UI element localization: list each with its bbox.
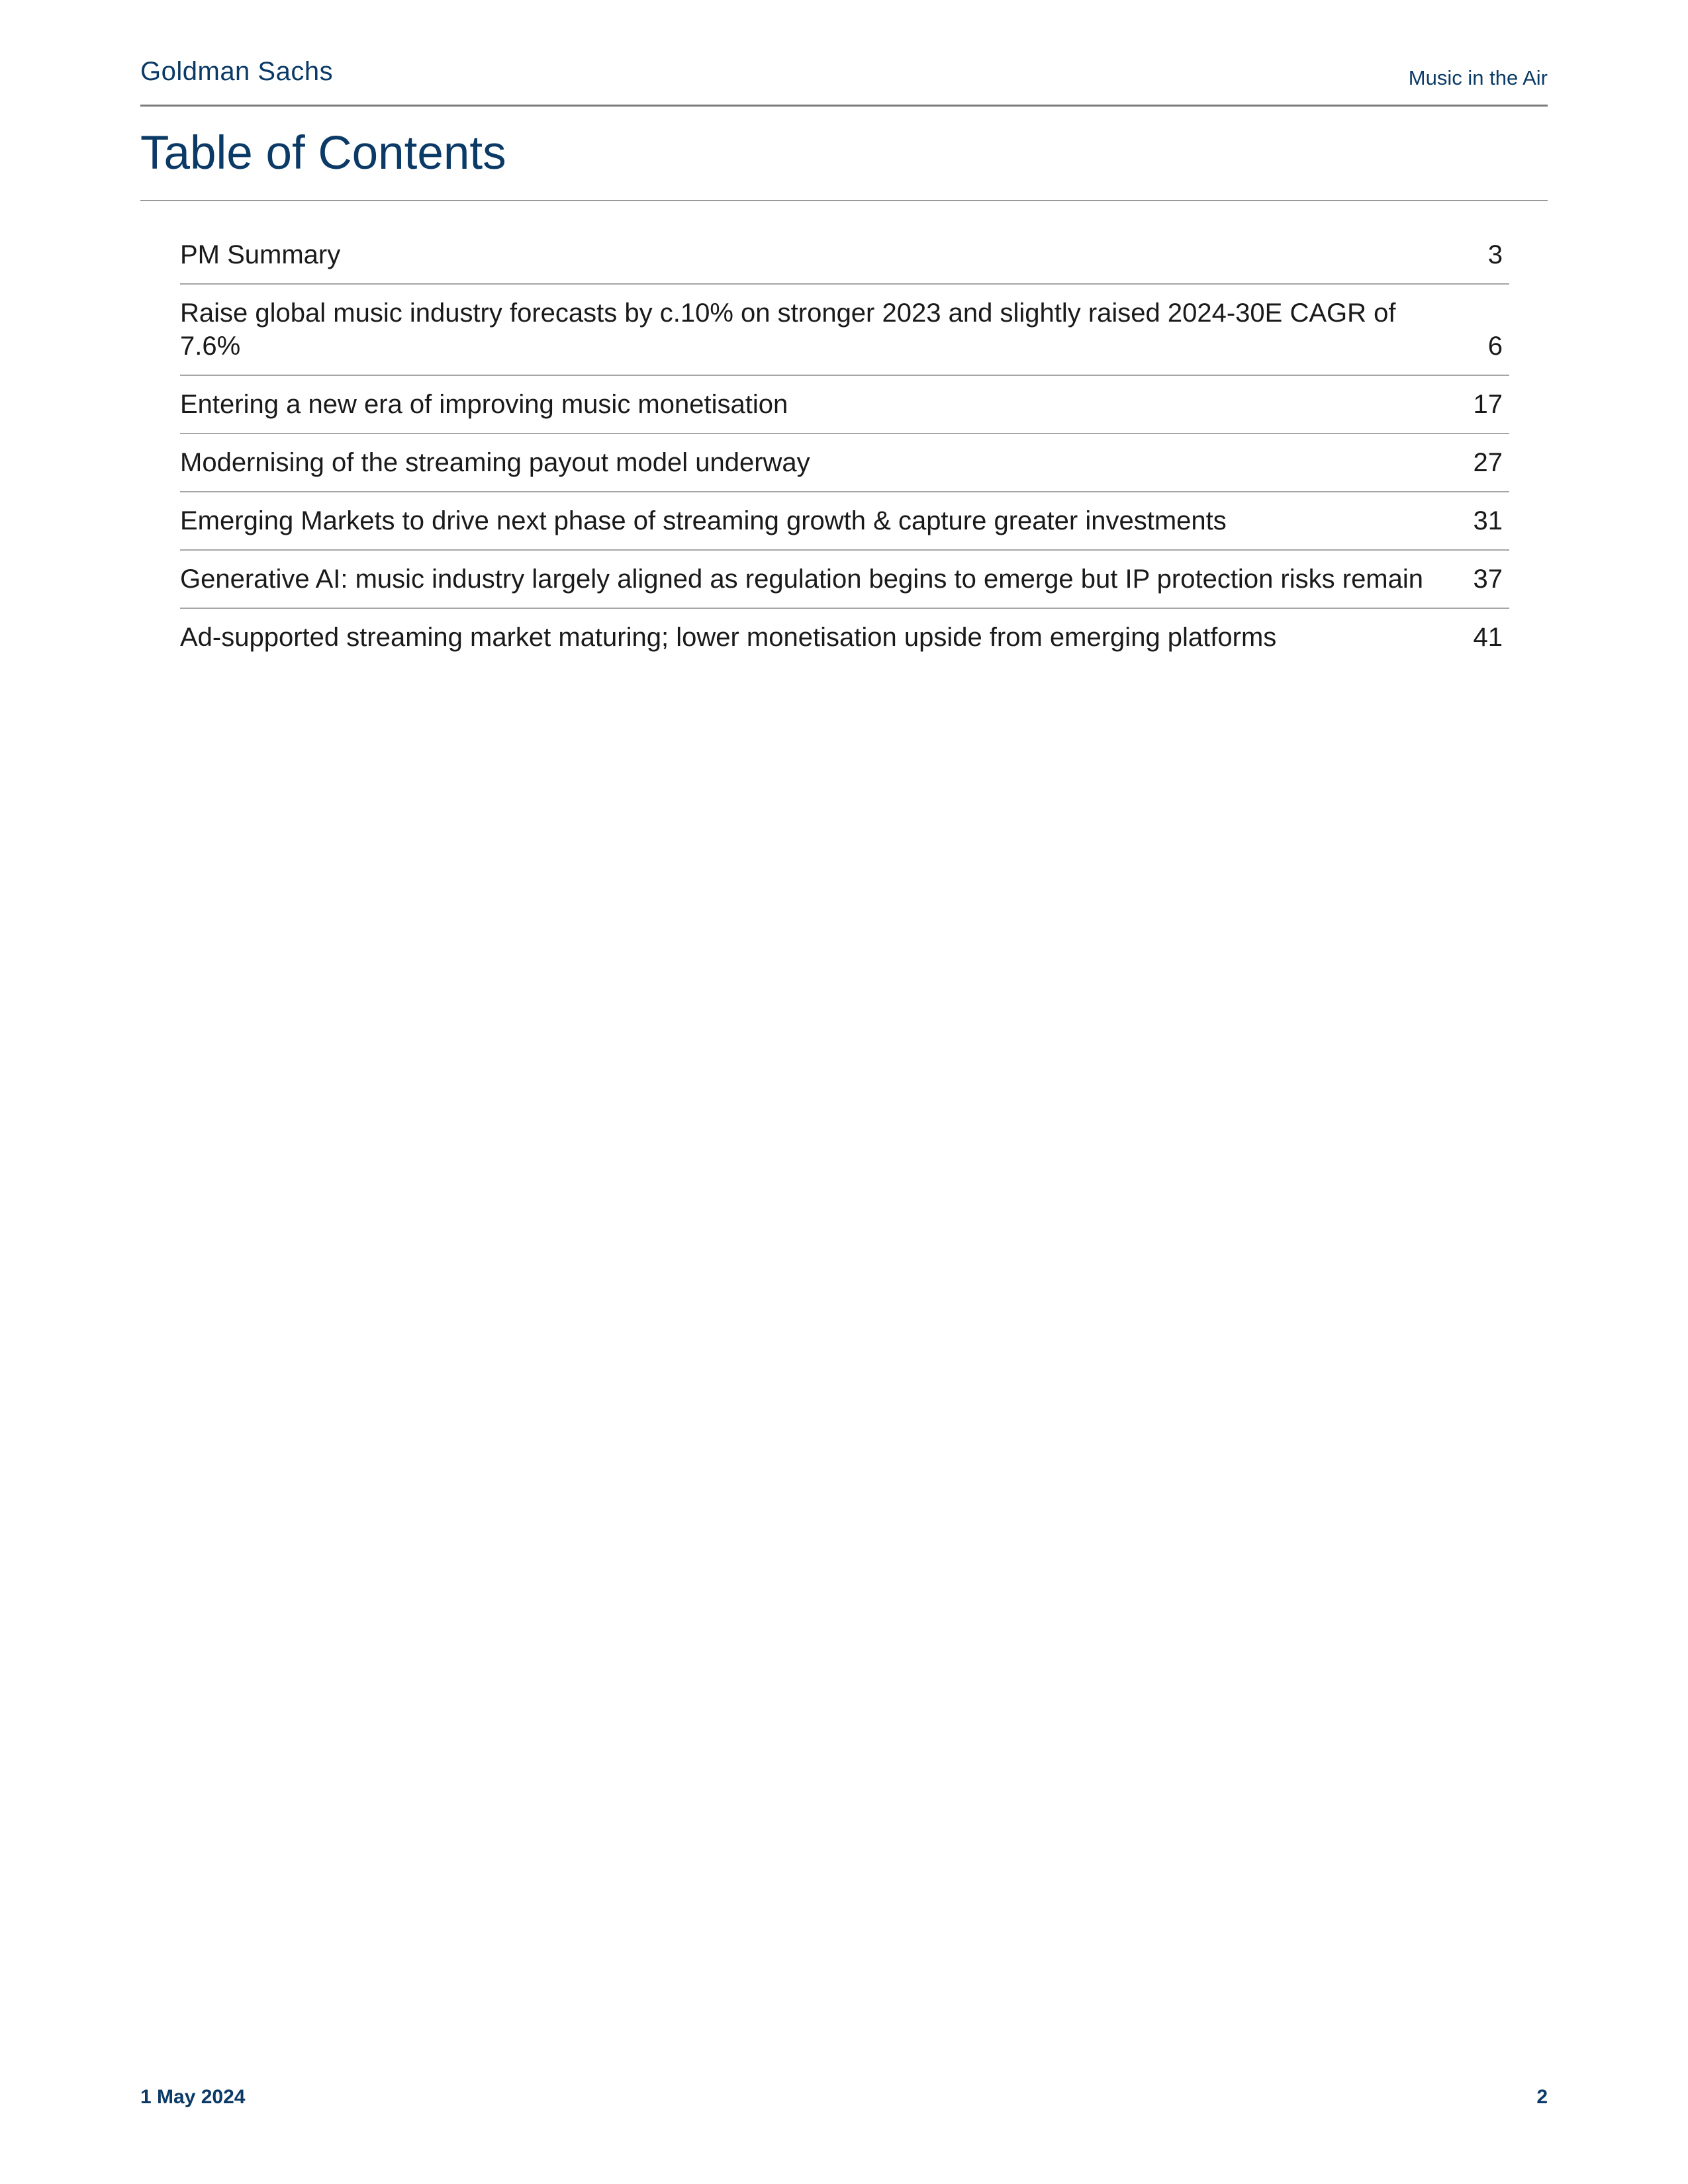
report-title: Music in the Air	[1408, 66, 1548, 89]
toc-item-page: 17	[1473, 390, 1503, 419]
toc-item-page: 41	[1473, 623, 1503, 652]
toc-item-raise-forecasts[interactable]	[180, 285, 1509, 376]
toc-item-payout-model[interactable]	[180, 434, 1509, 492]
toc-heading: Table of Contents	[140, 127, 506, 179]
toc-item-page: 31	[1473, 506, 1503, 535]
heading-divider	[140, 200, 1548, 201]
toc-item-title: Ad-supported streaming market maturing; lower monetisation upside from emerging platforms	[180, 623, 1277, 652]
toc-item-page: 3	[1487, 240, 1503, 269]
footer-date: 1 May 2024	[140, 2086, 246, 2108]
toc-item-page: 37	[1473, 565, 1503, 594]
toc-item-title: Modernising of the streaming payout model underway	[180, 448, 810, 477]
page-header	[140, 56, 1548, 107]
toc-item-emerging-markets[interactable]	[180, 492, 1509, 551]
toc-item-title: Emerging Markets to drive next phase of streaming growth & capture greater investments	[180, 506, 1227, 535]
footer-page-number: 2	[1536, 2086, 1548, 2108]
toc-item-generative-ai[interactable]	[180, 551, 1509, 609]
toc-item-new-era-monetisation[interactable]	[180, 376, 1509, 434]
brand-name: Goldman Sachs	[140, 57, 334, 86]
toc-item-title: Raise global music industry forecasts by c.10% on stronger 2023 and slightly raised 2024-30E CAGR of 7.6%	[180, 298, 1396, 361]
toc-item-page: 6	[1487, 332, 1503, 361]
toc-item-pm-summary[interactable]	[180, 226, 1509, 285]
toc-item-title: Generative AI: music industry largely aligned as regulation begins to emerge but IP protection risks remain	[180, 565, 1424, 594]
toc-item-ad-supported-streaming[interactable]	[180, 609, 1509, 666]
toc-item-title: Entering a new era of improving music monetisation	[180, 390, 788, 419]
toc-item-page: 27	[1473, 448, 1503, 477]
toc-list	[180, 226, 1509, 666]
toc-item-title: PM Summary	[180, 240, 341, 269]
